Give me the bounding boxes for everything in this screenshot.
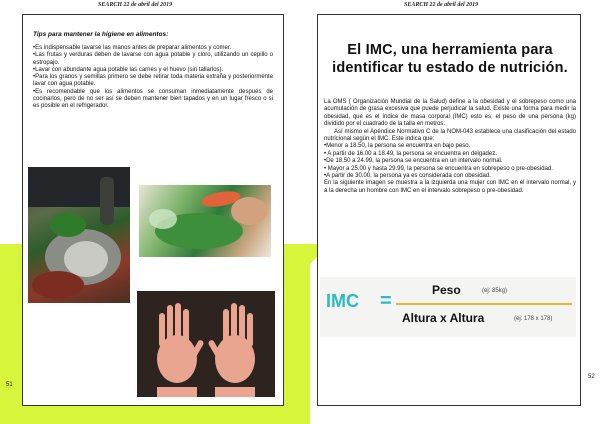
range-item: • Mayor a 25.00 y hasta 29.99, la persona se encuentra en sobrepeso o pre-obesidad. <box>324 165 553 172</box>
imc-ranges-list <box>324 143 576 180</box>
fraction-line <box>396 303 572 305</box>
left-page <box>22 14 284 406</box>
formula-numerator: Peso <box>432 283 461 297</box>
header-left: SEARCH 22 de abril del 2019 <box>98 2 173 8</box>
intro-paragraph: La OMS ( Organización Mundial de la Salud) define a la obesidad y el sobrepeso como una acumulación de grasa excesiva que puede perjudicar la salud. Existe una forma para medir la obesidad, que es el índice de masa corporal (IMC) esto es; el peso de una persona (kg) dividido por el cuadrado de la talla en metros. <box>324 99 576 128</box>
range-item: • A partir de 16.00 a 18.49, la persona se encuentra en delgadez. <box>324 150 497 157</box>
formula-equals: = <box>380 290 392 312</box>
tip-item: •Para los granos y semillas primero se debe retirar toda materia extraña y posteriormente lavar con agua potable. <box>33 74 273 88</box>
classification-paragraph: Así mismo el Apéndice Normativo C de la NOM-043 establece una clasificación del estado nutricional según el IMC. Este indica que: <box>324 128 576 143</box>
page-title: El IMC, una herramienta para identificar tu estado de nutrición. <box>332 42 568 76</box>
range-item: •Menor a 18.50, la persona se encuentra en bajo peso. <box>324 143 471 150</box>
tip-item: •Lavar con abundante agua potable las carnes y el huevo (sin tallarlos). <box>33 66 224 73</box>
page-number-left: 51 <box>6 382 13 388</box>
range-item: •De 18.50 a 24.99, la persona se encuentra en un intervalo normal. <box>324 158 503 165</box>
formula-lhs: IMC <box>326 291 359 311</box>
formula-denominator-hint: (ej: 178 x 178) <box>514 316 553 322</box>
tip-item: •Es indispensable lavarse las manos antes de preparar alimentos y comer. <box>33 45 232 51</box>
tips-list <box>33 45 273 111</box>
right-page <box>317 14 581 406</box>
formula-numerator-hint: (ej: 85kg) <box>482 288 508 294</box>
image-note-paragraph: En la siguiente imagen se muestra a la izquierda una mujer con IMC en el intervalo normal, y a la derecha un hombre con IMC en el intervalo sobrepeso o pre-obesidad. <box>324 180 576 194</box>
header-right: SEARCH 22 de abril del 2019 <box>404 2 479 8</box>
photo-washing-vegetables <box>139 185 271 257</box>
hands-illustration <box>137 291 275 397</box>
tip-item: •Es recomendable que los alimentos se consuman inmediatamente después de cocinarlos, pero de no ser así se deben mantener bien tapados y en un lugar fresco o si es posible en el refrigerador. <box>33 88 273 110</box>
imc-formula <box>320 277 576 337</box>
sink-illustration <box>28 167 130 303</box>
tips-title: Tips para mantener la higiene en alimentos: <box>33 31 169 38</box>
photo-clean-hands <box>137 291 275 397</box>
photo-washing-dishes <box>28 167 130 303</box>
range-item: •A partir de 30.00, la persona ya es considerada con obesidad. <box>324 173 491 180</box>
page-number-right: 52 <box>588 374 595 380</box>
vegetables-illustration <box>139 185 271 257</box>
article-body <box>324 99 576 195</box>
tip-item: •Las frutas y verduras deben de lavarse con agua potable y cloro, utilizando un cepillo o estropajo. <box>33 52 273 66</box>
formula-denominator: Altura x Altura <box>402 311 485 325</box>
